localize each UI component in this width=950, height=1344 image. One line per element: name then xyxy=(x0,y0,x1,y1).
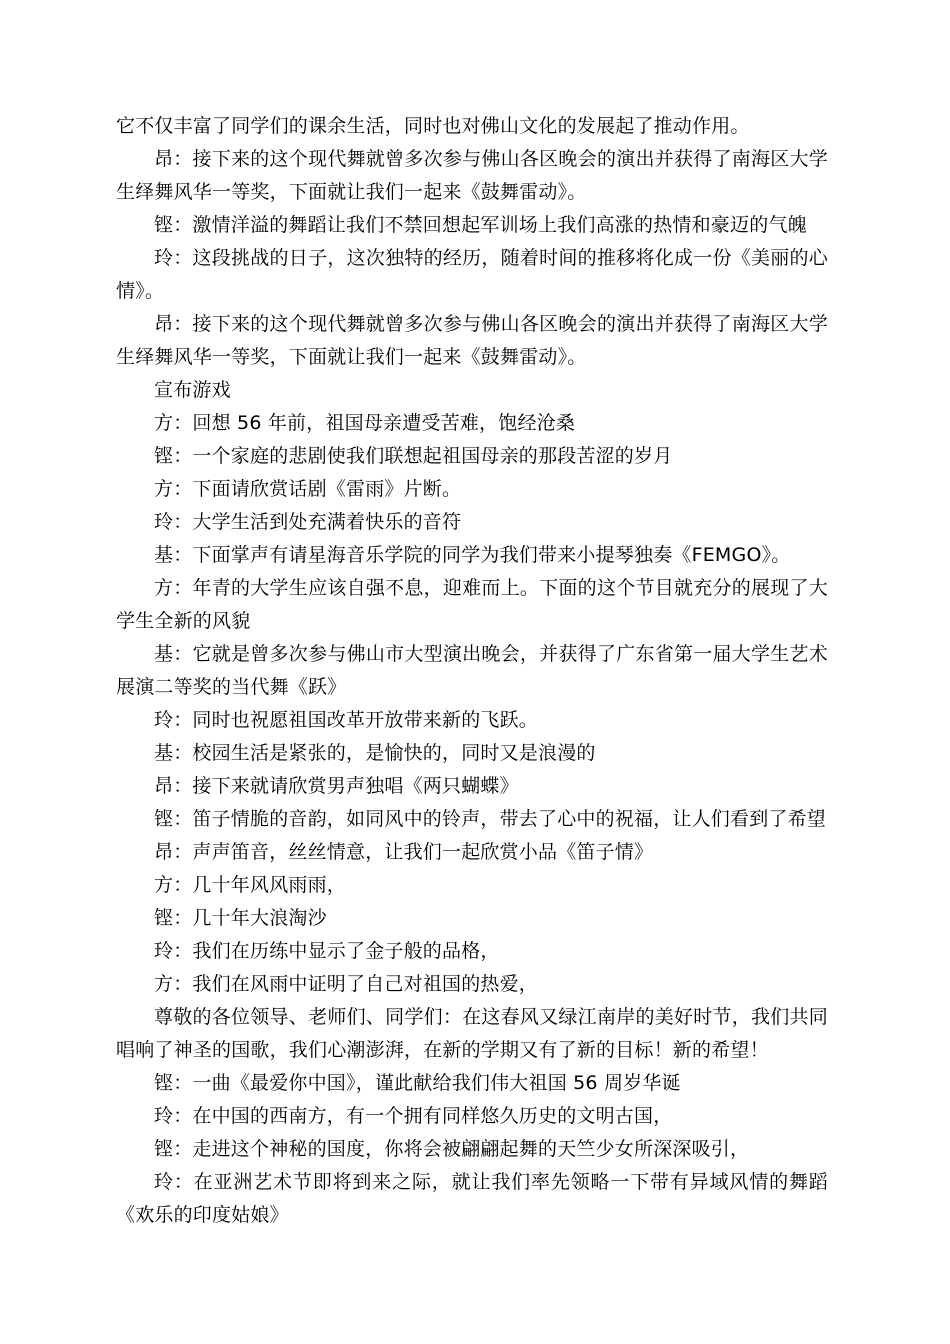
paragraph: 它不仅丰富了同学们的课余生活，同时也对佛山文化的发展起了推动作用。 xyxy=(116,115,750,137)
document-body xyxy=(116,110,828,1232)
paragraph: 铿：几十年大浪淘沙 xyxy=(154,907,327,929)
paragraph: 玲：在中国的西南方，有一个拥有同样悠久历史的文明古国， xyxy=(154,1105,673,1127)
paragraph: 方：年青的大学生应该自强不息，迎难而上。下面的这个节目就充分的展现了大学生全新的风貌 xyxy=(116,577,828,632)
paragraph: 昂：声声笛音，丝丝情意，让我们一起欣赏小品《笛子情》 xyxy=(154,841,654,863)
paragraph: 玲：大学生活到处充满着快乐的音符 xyxy=(154,511,462,533)
paragraph: 昂：接下来就请欣赏男声独唱《两只蝴蝶》 xyxy=(154,775,519,797)
paragraph: 玲：我们在历练中显示了金子般的品格， xyxy=(154,940,500,962)
paragraph: 铿：一曲《最爱你中国》，谨此献给我们伟大祖国 56 周岁华诞 xyxy=(154,1072,681,1094)
paragraph: 基：校园生活是紧张的，是愉快的，同时又是浪漫的 xyxy=(154,742,596,764)
paragraph: 尊敬的各位领导、老师们、同学们：在这春风又绿江南岸的美好时节，我们共同唱响了神圣的国歌，我们心潮澎湃，在新的学期又有了新的目标！新的希望！ xyxy=(116,1006,828,1061)
paragraph: 昂：接下来的这个现代舞就曾多次参与佛山各区晚会的演出并获得了南海区大学生绎舞风华一等奖，下面就让我们一起来《鼓舞雷动》。 xyxy=(116,313,828,368)
paragraph: 铿：笛子情脆的音韵，如同风中的铃声，带去了心中的祝福，让人们看到了希望 xyxy=(154,808,827,830)
paragraph: 方：我们在风雨中证明了自己对祖国的热爱， xyxy=(154,973,539,995)
paragraph: 铿：一个家庭的悲剧使我们联想起祖国母亲的那段苦涩的岁月 xyxy=(154,445,673,467)
paragraph: 玲：这段挑战的日子，这次独特的经历，随着时间的推移将化成一份《美丽的心情》。 xyxy=(116,247,828,302)
paragraph: 宣布游戏 xyxy=(154,379,231,401)
paragraph: 方：回想 56 年前，祖国母亲遭受苦难，饱经沧桑 xyxy=(154,412,576,434)
paragraph: 玲：同时也祝愿祖国改革开放带来新的飞跃。 xyxy=(154,709,539,731)
paragraph: 基：它就是曾多次参与佛山市大型演出晚会，并获得了广东省第一届大学生艺术展演二等奖的当代舞《跃》 xyxy=(116,643,828,698)
paragraph: 玲：在亚洲艺术节即将到来之际，就让我们率先领略一下带有异域风情的舞蹈《欢乐的印度姑娘》 xyxy=(116,1171,828,1226)
paragraph: 基：下面掌声有请星海音乐学院的同学为我们带来小提琴独奏《FEMGO》。 xyxy=(154,544,791,566)
paragraph: 铿：激情洋溢的舞蹈让我们不禁回想起军训场上我们高涨的热情和豪迈的气魄 xyxy=(154,214,807,236)
paragraph: 昂：接下来的这个现代舞就曾多次参与佛山各区晚会的演出并获得了南海区大学生绎舞风华一等奖，下面就让我们一起来《鼓舞雷动》。 xyxy=(116,148,828,203)
paragraph: 方：下面请欣赏话剧《雷雨》片断。 xyxy=(154,478,462,500)
paragraph: 铿：走进这个神秘的国度，你将会被翩翩起舞的天竺少女所深深吸引， xyxy=(154,1138,750,1160)
paragraph: 方：几十年风风雨雨， xyxy=(154,874,347,896)
